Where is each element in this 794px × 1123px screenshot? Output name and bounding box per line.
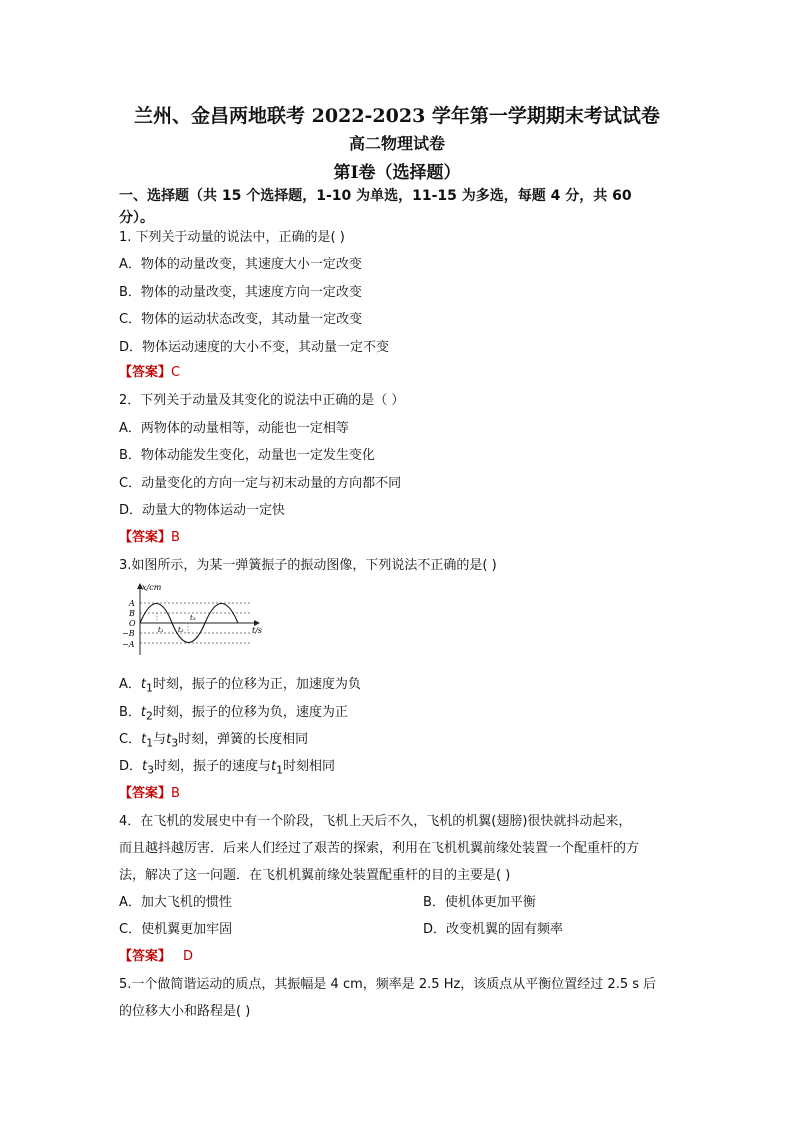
var-t: t (141, 732, 147, 747)
tick-B: B (129, 609, 135, 618)
var-t: t (166, 732, 172, 747)
q2-option-b: B．物体动能发生变化，动量也一定发生变化 (119, 448, 375, 463)
option-text: 时刻，振子的速度与 (154, 759, 272, 774)
answer-tag: 【答案】 (119, 365, 172, 380)
q2-option-c: C．动量变化的方向一定与初末动量的方向都不同 (119, 476, 402, 491)
subscript: 2 (146, 709, 153, 723)
subscript: 3 (147, 763, 155, 777)
part-heading: 第Ⅰ卷（选择题） (333, 163, 461, 183)
q1-option-c: C．物体的运动状态改变，其动量一定改变 (119, 312, 363, 327)
subscript: 3 (171, 736, 179, 750)
tick-O: O (129, 619, 136, 628)
q4-option-a: A．加大飞机的惯性 (119, 895, 232, 910)
label-t2: t₂ (178, 626, 184, 634)
q2-option-a: A．两物体的动量相等，动能也一定相等 (119, 421, 349, 436)
answer-tag: 【答案】 (119, 949, 172, 964)
q1-option-b: B．物体的动量改变，其速度方向一定改变 (119, 285, 362, 300)
tick-negB: −B (122, 629, 135, 638)
section-heading-line2: 分）。 (119, 210, 154, 226)
subscript: 1 (146, 681, 153, 695)
exam-title: 兰州、金昌两地联考 2022-2023 学年第一学期期末考试试卷 (134, 105, 660, 127)
q1-answer (119, 361, 180, 380)
q3-option-a (119, 673, 361, 695)
q1-option-a: A．物体的动量改变，其速度大小一定改变 (119, 257, 362, 272)
label-t3: t₃ (190, 614, 196, 622)
q3-option-b (119, 701, 348, 723)
exam-subtitle: 高二物理试卷 (348, 134, 445, 153)
subscript: 1 (276, 763, 284, 777)
answer-value: C (171, 365, 181, 380)
q4-answer (119, 945, 193, 964)
option-text: 与 (153, 732, 167, 747)
y-axis-label: x/cm (142, 583, 162, 592)
q2-answer (119, 526, 180, 545)
tick-A: A (129, 599, 135, 608)
option-text: 时刻，弹簧的长度相同 (178, 732, 309, 747)
answer-value: B (171, 786, 180, 801)
q2-stem: 2．下列关于动量及其变化的说法中正确的是（ ） (119, 393, 405, 408)
q1-option-d: D．物体运动速度的大小不变，其动量一定不变 (119, 340, 390, 355)
var-t: t (140, 677, 147, 692)
option-text: 时刻相同 (283, 759, 336, 774)
q5-stem-line2: 的位移大小和路程是( ) (119, 1004, 251, 1019)
q3-stem: 3.如图所示，为某一弹簧振子的振动图像，下列说法不正确的是( ) (119, 558, 497, 573)
q3-answer (119, 782, 180, 801)
q1-stem: 1. 下列关于动量的说法中，正确的是( ) (119, 230, 345, 245)
option-prefix: D． (119, 759, 143, 774)
q4-stem-line1: 4．在飞机的发展史中有一个阶段，飞机上天后不久，飞机的机翼(翅膀)很快就抖动起来， (119, 814, 632, 829)
option-text: 时刻，振子的位移为负，速度为正 (152, 705, 348, 720)
answer-value: B (171, 530, 180, 545)
q3-option-c (119, 728, 308, 750)
q4-option-d: D．改变机翼的固有频率 (423, 922, 564, 937)
option-text: 时刻，振子的位移为正，加速度为负 (152, 677, 361, 692)
tick-negA: −A (122, 640, 135, 649)
q4-option-b: B．使机体更加平衡 (423, 895, 536, 910)
q2-option-d: D．动量大的物体运动一定快 (119, 503, 286, 518)
answer-value: D (183, 949, 194, 964)
answer-tag: 【答案】 (119, 530, 172, 545)
var-t: t (142, 759, 148, 774)
q4-stem-line3: 法，解决了这一问题．在飞机机翼前缘处装置配重杆的目的主要是( ) (119, 868, 511, 883)
vibration-graph (120, 581, 270, 659)
var-t: t (271, 759, 277, 774)
label-t1: t₁ (158, 626, 164, 634)
var-t: t (140, 705, 147, 720)
subscript: 1 (146, 736, 154, 750)
option-prefix: C． (119, 732, 142, 747)
x-axis-label: t/s (252, 626, 263, 635)
section-heading-line1: 一、选择题（共 15 个选择题，1-10 为单选，11-15 为多选，每题 4 分，共 60 (119, 188, 632, 204)
answer-tag: 【答案】 (119, 786, 172, 801)
q4-option-c: C．使机翼更加牢固 (119, 922, 233, 937)
option-prefix: B． (119, 705, 141, 720)
q4-stem-line2: 而且越抖越厉害．后来人们经过了艰苦的探索，利用在飞机机翼前缘处装置一个配重杆的方 (119, 841, 640, 856)
q5-stem-line1: 5.一个做简谐运动的质点，其振幅是 4 cm，频率是 2.5 Hz，该质点从平衡位置经过 2.5 s 后 (119, 977, 657, 992)
q3-option-d (119, 755, 335, 777)
option-prefix: A． (119, 677, 141, 692)
